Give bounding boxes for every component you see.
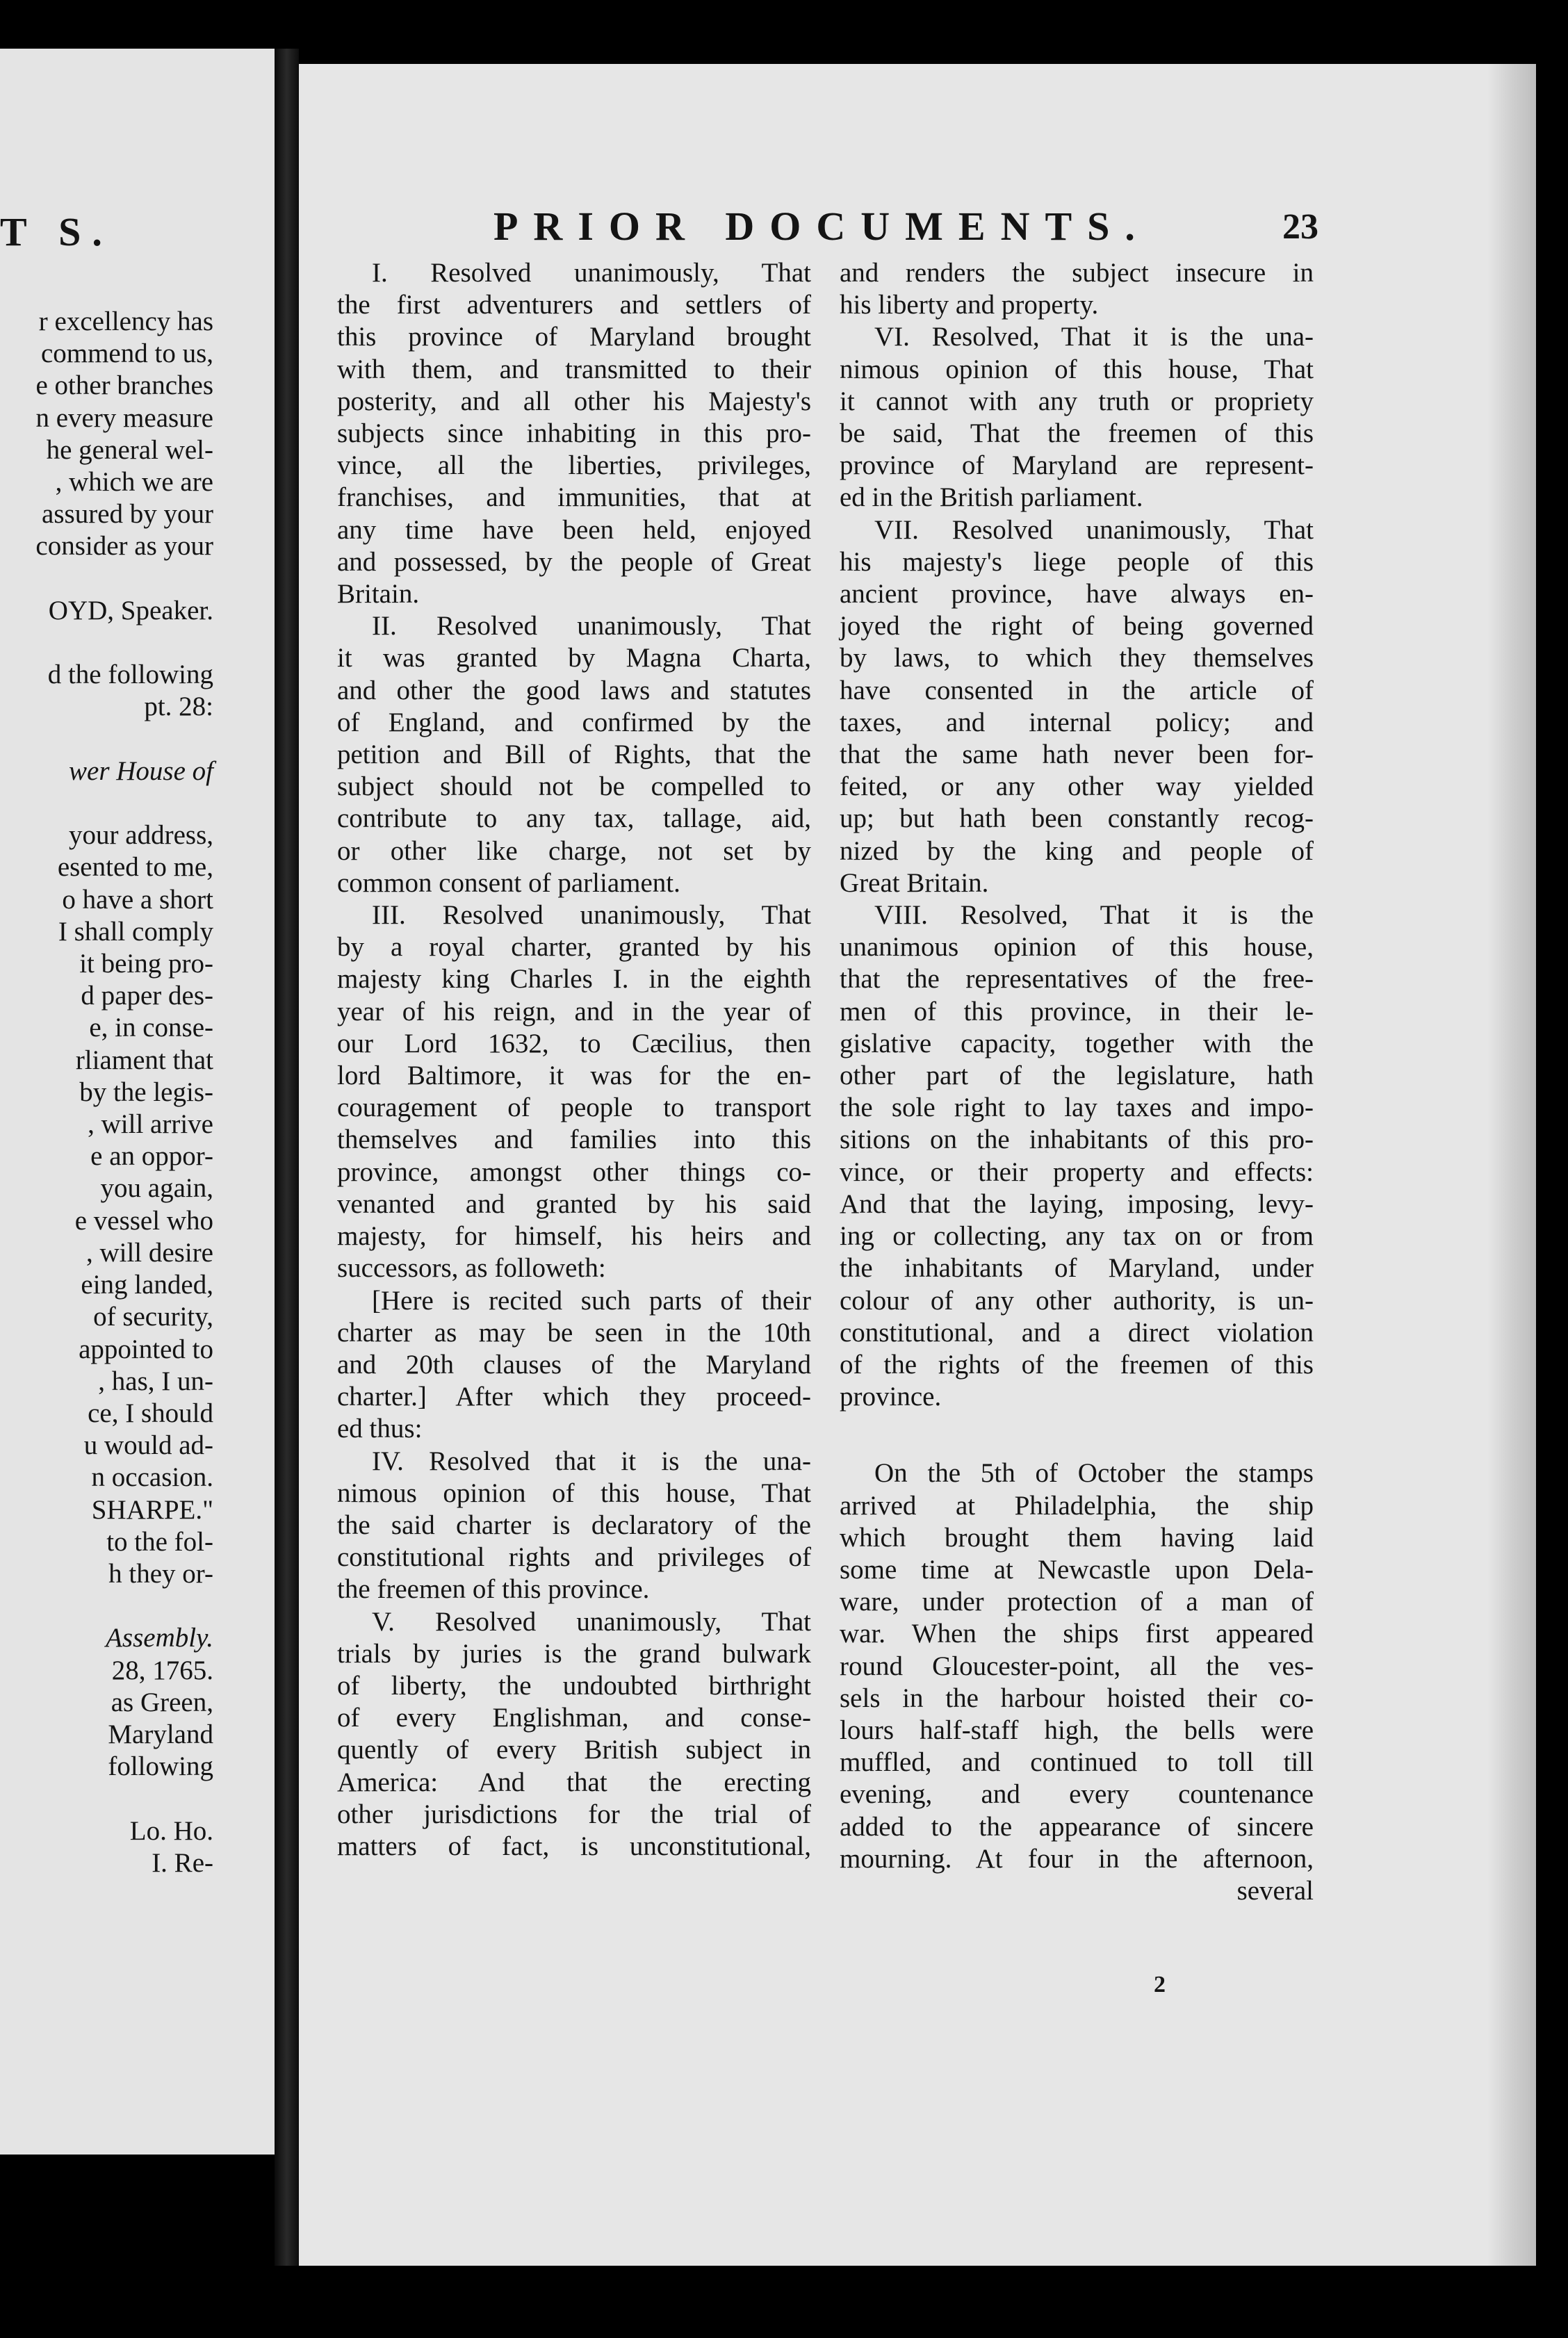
text-line: vince, all the liberties, privileges, [337, 450, 811, 481]
left-page-line: SHARPE." [91, 1494, 213, 1525]
text-line: On the 5th of October the stamps [874, 1458, 1314, 1489]
left-page-line [35, 1783, 213, 1815]
text-line: subject should not be compelled to [337, 771, 811, 802]
left-page-line: appointed to [79, 1334, 213, 1364]
left-page-line: 28, 1765. [111, 1655, 213, 1685]
text-line: and 20th clauses of the Maryland [337, 1349, 811, 1380]
left-page-line: d the following [47, 660, 213, 690]
text-line: the freemen of this province. [337, 1574, 650, 1605]
text-line: be said, That the freemen of this [840, 418, 1314, 449]
book-page [299, 64, 1536, 2266]
text-line: quently of every British subject in [337, 1735, 811, 1765]
left-page-line: pt. 28: [144, 692, 213, 722]
text-line: unanimous opinion of this house, [840, 932, 1314, 963]
left-page-line: e an oppor- [90, 1141, 213, 1172]
text-line: charter as may be seen in the 10th [337, 1317, 811, 1348]
text-line: our Lord 1632, to Cæcilius, then [337, 1028, 811, 1058]
left-page-line: I shall comply [58, 916, 213, 947]
text-line: the sole right to lay taxes and impo- [840, 1093, 1314, 1123]
text-line: by a royal charter, granted by his [337, 932, 811, 963]
text-line: other part of the legislature, hath [840, 1061, 1314, 1091]
left-page-line [35, 563, 213, 595]
text-line: evening, and every countenance [840, 1779, 1314, 1810]
text-line: some time at Newcastle upon Dela- [840, 1554, 1314, 1585]
text-line: vince, or their property and effects: [840, 1156, 1314, 1187]
text-line: of liberty, the undoubted birthright [337, 1670, 811, 1701]
text-line: have consented in the article of [840, 675, 1314, 705]
left-page-line: you again, [100, 1173, 213, 1204]
text-line: themselves and families into this [337, 1125, 811, 1155]
text-line: his majesty's liege people of this [840, 546, 1314, 577]
left-page-line: , will desire [85, 1237, 213, 1268]
text-line: muffled, and continued to toll till [840, 1747, 1314, 1778]
text-line: And that the laying, imposing, levy- [840, 1188, 1314, 1219]
text-line: or other like charge, not set by [337, 835, 811, 866]
text-line: ed thus: [337, 1414, 423, 1444]
text-line: posterity, and all other his Majesty's [337, 386, 811, 416]
left-page-line: n occasion. [91, 1462, 213, 1493]
text-line: colour of any other authority, is un- [840, 1285, 1314, 1316]
text-line: province of Maryland are represent- [840, 450, 1314, 481]
text-line: of the rights of the freemen of this [840, 1349, 1314, 1380]
text-line: the said charter is declaratory of the [337, 1510, 811, 1540]
left-page-line: e vessel who [74, 1205, 213, 1236]
text-column-left [337, 257, 811, 1863]
text-line: it was granted by Magna Charta, [337, 643, 811, 673]
text-line: province, amongst other things co- [337, 1156, 811, 1187]
text-line: and other the good laws and statutes [337, 675, 811, 705]
text-line: joyed the right of being governed [840, 611, 1314, 641]
left-page-line: e, in conse- [89, 1013, 213, 1043]
text-line: trials by juries is the grand bulwark [337, 1638, 811, 1669]
left-page-line [35, 627, 213, 659]
paragraph-gap [840, 1413, 1314, 1457]
left-page-line: h they or- [108, 1558, 213, 1589]
text-line: VII. Resolved unanimously, That [874, 514, 1314, 545]
text-line: the inhabitants of Maryland, under [840, 1253, 1314, 1284]
text-line: ing or collecting, any tax on or from [840, 1221, 1314, 1252]
text-line: Britain. [337, 579, 420, 610]
text-line: III. Resolved unanimously, That [372, 900, 811, 931]
left-page-fragment [0, 49, 279, 2155]
text-line: sitions on the inhabitants of this pro- [840, 1125, 1314, 1155]
left-page-text [35, 306, 213, 1879]
left-page-line: eing landed, [81, 1270, 213, 1300]
text-line: with them, and transmitted to their [337, 354, 811, 384]
left-page-line: of security, [93, 1302, 213, 1332]
left-page-header: T S. [0, 209, 113, 254]
text-line: gislative capacity, together with the [840, 1028, 1314, 1058]
text-line: matters of fact, is unconstitutional, [337, 1831, 811, 1861]
text-line: America: And that the erecting [337, 1767, 811, 1797]
text-line: arrived at Philadelphia, the ship [840, 1490, 1314, 1521]
text-line: ware, under protection of a man of [840, 1587, 1314, 1617]
left-page-line: , has, I un- [98, 1366, 213, 1396]
text-line: other jurisdictions for the trial of [337, 1799, 811, 1829]
text-line: mourning. At four in the afternoon, [840, 1843, 1314, 1874]
text-line: by laws, to which they themselves [840, 643, 1314, 673]
text-line: and possessed, by the people of Great [337, 546, 811, 577]
left-page-line: to the fol- [106, 1526, 213, 1557]
text-line: ancient province, have always en- [840, 579, 1314, 610]
left-page-line: Lo. Ho. [129, 1815, 213, 1846]
text-line: which brought them having laid [840, 1522, 1314, 1553]
left-page-line: by the legis- [79, 1077, 213, 1107]
text-line: VI. Resolved, That it is the una- [874, 322, 1314, 352]
text-line: and renders the subject insecure in [840, 258, 1314, 288]
text-line: successors, as followeth: [337, 1253, 606, 1284]
text-line: taxes, and internal policy; and [840, 707, 1314, 737]
text-line: common consent of parliament. [337, 867, 680, 898]
text-line: province. [840, 1382, 942, 1412]
left-page-line: e other branches [35, 370, 213, 401]
text-line: constitutional rights and privileges of [337, 1542, 811, 1573]
left-page-line: n every measure [35, 402, 213, 433]
text-line: the first adventurers and settlers of [337, 290, 811, 320]
text-line: lord Baltimore, it was for the en- [337, 1061, 811, 1091]
left-page-line: rliament that [75, 1045, 213, 1075]
text-line: IV. Resolved that it is the una- [372, 1446, 811, 1476]
text-line: charter.] After which they proceed- [337, 1382, 811, 1412]
text-line: petition and Bill of Rights, that the [337, 739, 811, 770]
text-column-right [840, 257, 1314, 1907]
running-header: PRIOR DOCUMENTS. [493, 204, 1150, 249]
text-line: up; but hath been constantly recog- [840, 803, 1314, 834]
left-page-line: esented to me, [57, 852, 213, 883]
left-page-line: commend to us, [40, 338, 213, 369]
text-line: that the same hath never been for- [840, 739, 1314, 770]
text-line: contribute to any tax, tallage, aid, [337, 803, 811, 834]
left-page-line: following [108, 1751, 213, 1782]
text-line: of England, and confirmed by the [337, 707, 811, 737]
book-gutter [275, 49, 299, 2266]
text-line: it cannot with any truth or propriety [840, 386, 1314, 416]
text-line: war. When the ships first appeared [840, 1619, 1314, 1649]
left-page-line: ce, I should [88, 1398, 213, 1428]
text-line: nized by the king and people of [840, 835, 1314, 866]
left-page-line: Maryland [108, 1719, 213, 1749]
text-line: men of this province, in their le- [840, 996, 1314, 1027]
text-line: nimous opinion of this house, That [840, 354, 1314, 384]
page-number: 23 [1282, 207, 1318, 247]
text-line: couragement of people to transport [337, 1093, 811, 1123]
left-page-line: d paper des- [81, 981, 213, 1011]
text-line: majesty king Charles I. in the eighth [337, 964, 811, 995]
text-line: lours half-staff high, the bells were [840, 1715, 1314, 1745]
text-line: any time have been held, enjoyed [337, 514, 811, 545]
left-page-line: consider as your [35, 531, 213, 562]
left-page-line: u would ad- [83, 1430, 213, 1461]
text-line: his liberty and property. [840, 290, 1099, 320]
text-line: [Here is recited such parts of their [372, 1285, 811, 1316]
left-page-line: he general wel- [46, 434, 213, 465]
text-line: of every Englishman, and conse- [337, 1703, 811, 1733]
left-page-line: your address, [69, 820, 213, 851]
catchword: several [1236, 1875, 1314, 1906]
text-line: sels in the harbour hoisted their co- [840, 1683, 1314, 1713]
text-line: franchises, and immunities, that at [337, 482, 811, 513]
text-line: round Gloucester-point, all the ves- [840, 1651, 1314, 1681]
left-page-line: it being pro- [79, 949, 213, 979]
text-line: feited, or any other way yielded [840, 771, 1314, 802]
text-line: that the representatives of the free- [840, 964, 1314, 995]
left-page-line: I. Re- [152, 1847, 213, 1878]
left-page-line [35, 787, 213, 819]
left-page-line: wer House of [69, 755, 213, 786]
text-line: II. Resolved unanimously, That [372, 611, 811, 641]
left-page-line: as Green, [111, 1687, 213, 1717]
left-page-line: Assembly. [106, 1623, 213, 1653]
text-line: venanted and granted by his said [337, 1188, 811, 1219]
text-line: subjects since inhabiting in this pro- [337, 418, 811, 449]
left-page-line: assured by your [42, 499, 213, 530]
left-page-line [35, 724, 213, 755]
left-page-line [35, 1590, 213, 1622]
text-line: constitutional, and a direct violation [840, 1317, 1314, 1348]
left-page-line: , which we are [55, 467, 213, 498]
left-page-line: o have a short [62, 884, 213, 915]
left-page-line: OYD, Speaker. [48, 595, 213, 626]
left-page-line: r excellency has [38, 306, 213, 336]
text-line: I. Resolved unanimously, That [372, 258, 811, 288]
text-line: added to the appearance of sincere [840, 1811, 1314, 1842]
signature-mark: 2 [1154, 1972, 1166, 1997]
page-edge-shadow [1487, 64, 1536, 2266]
text-line: year of his reign, and in the year of [337, 996, 811, 1027]
text-line: Great Britain. [840, 867, 989, 898]
text-line: V. Resolved unanimously, That [372, 1606, 811, 1637]
text-line: majesty, for himself, his heirs and [337, 1221, 811, 1252]
text-line: this province of Maryland brought [337, 322, 811, 352]
left-page-line: , will arrive [88, 1109, 213, 1140]
text-line: VIII. Resolved, That it is the [874, 900, 1314, 931]
text-line: nimous opinion of this house, That [337, 1478, 811, 1508]
text-line: ed in the British parliament. [840, 482, 1143, 513]
